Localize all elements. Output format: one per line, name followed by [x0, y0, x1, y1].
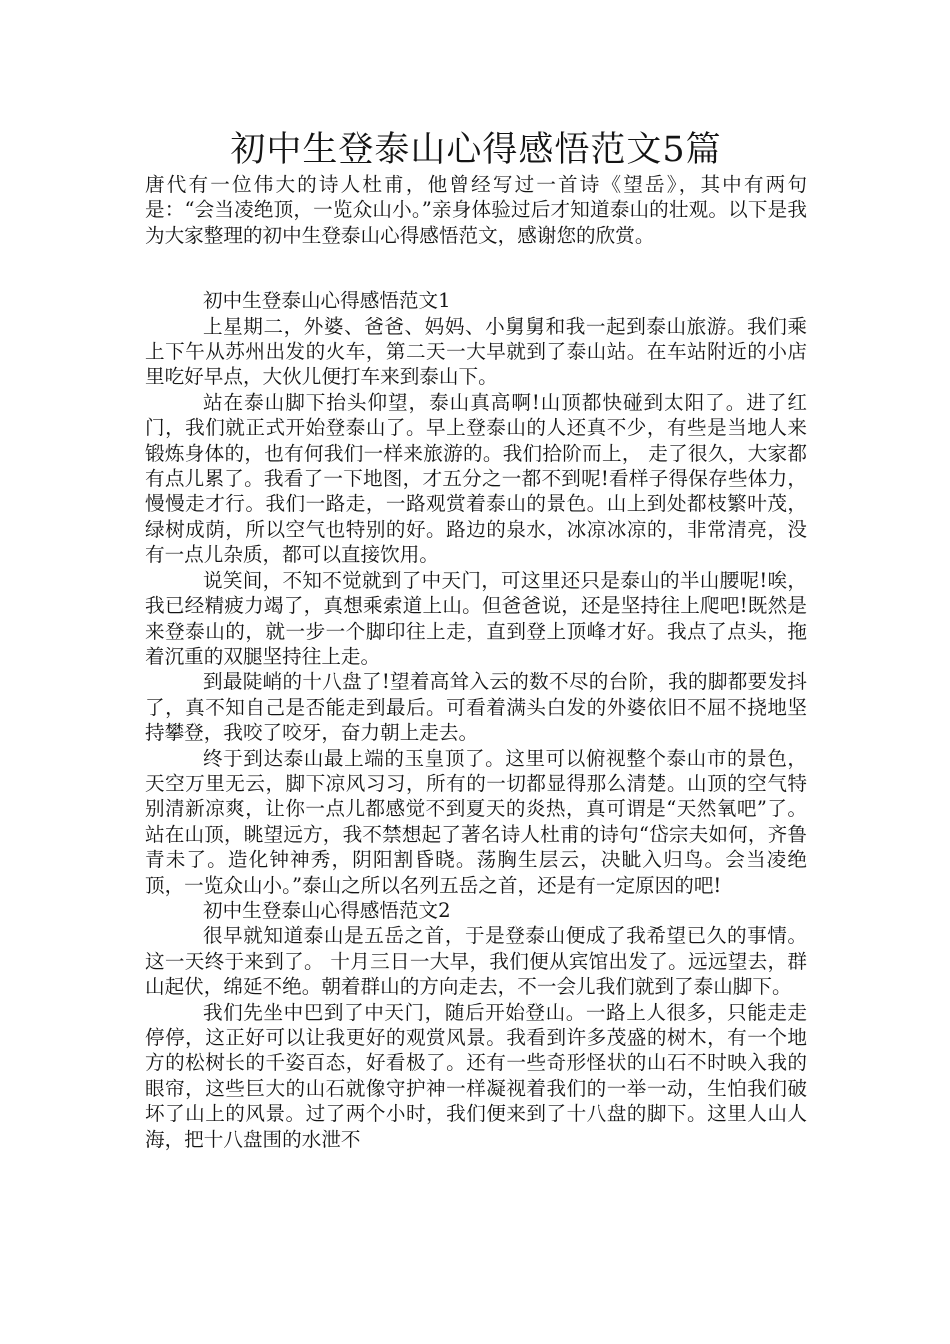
essay-2-paragraph: 很早就知道泰山是五岳之首，于是登泰山便成了我希望已久的事情。这一天终于来到了。 十月三日一大早，我们便从宾馆出发了。远远望去，群山起伏，绵延不绝。朝着群山的方向走去，不一会儿我们就到了泰山脚下。 — [145, 924, 807, 999]
essay-1-paragraph: 上星期二，外婆、爸爸、妈妈、小舅舅和我一起到泰山旅游。我们乘上下午从苏州出发的火车，第二天一大早就到了泰山站。在车站附近的小店里吃好早点，大伙儿便打车来到泰山下。 — [145, 314, 807, 389]
essay-1-paragraph: 站在泰山脚下抬头仰望，泰山真高啊!山顶都快碰到太阳了。进了红门，我们就正式开始登泰山了。早上登泰山的人还真不少，有些是当地人来锻炼身体的，也有何我们一样来旅游的。我们拾阶而上， 走了很久，大家都有点儿累了。我看了一下地图，才五分之一都不到呢!看样子得保存些体力，慢慢走才行。我们一路走，一路观赏着泰山的景色。山上到处都枝繁叶茂，绿树成荫，所以空气也特别的好。路边的泉水，冰凉冰凉的，非常清亮，没有一点儿杂质，都可以直接饮用。 — [145, 390, 807, 567]
essay-1-paragraph: 到最陡峭的十八盘了!望着高耸入云的数不尽的台阶，我的脚都要发抖了，真不知自己是否能走到最后。可看着满头白发的外婆依旧不屈不挠地坚持攀登，我咬了咬牙，奋力朝上走去。 — [145, 670, 807, 745]
document-title: 初中生登泰山心得感悟范文5篇 — [230, 130, 722, 170]
section-gap — [145, 248, 807, 288]
intro-paragraph: 唐代有一位伟大的诗人杜甫，他曾经写过一首诗《望岳》，其中有两句是：“会当凌绝顶，一览众山小。”亲身体验过后才知道泰山的壮观。以下是我为大家整理的初中生登泰山心得感悟范文，感谢您的欣赏。 — [145, 173, 807, 247]
essay-1-paragraph: 终于到达泰山最上端的玉皇顶了。这里可以俯视整个泰山市的景色，天空万里无云，脚下凉风习习，所有的一切都显得那么清楚。山顶的空气特别清新凉爽，让你一点儿都感觉不到夏天的炎热，真可谓是“天然氧吧”了。站在山顶，眺望远方，我不禁想起了著名诗人杜甫的诗句“岱宗夫如何，齐鲁青未了。造化钟神秀，阴阳割昏晓。荡胸生层云，决眦入归鸟。会当凌绝顶，一览众山小。”泰山之所以名列五岳之首，还是有一定原因的吧! — [145, 746, 807, 897]
essay-2-paragraph: 我们先坐中巴到了中天门，随后开始登山。一路上人很多，只能走走停停，这正好可以让我更好的观赏风景。我看到许多茂盛的树木，有一个地方的松树长的千姿百态，好看极了。还有一些奇形怪状的山石不时映入我的眼帘，这些巨大的山石就像守护神一样凝视着我们的一举一动，生怕我们破坏了山上的风景。过了两个小时，我们便来到了十八盘的脚下。这里人山人海，把十八盘围的水泄不 — [145, 1000, 807, 1151]
essay-1-paragraph: 说笑间，不知不觉就到了中天门，可这里还只是泰山的半山腰呢!唉，我已经精疲力竭了，真想乘索道上山。但爸爸说，还是坚持往上爬吧!既然是来登泰山的，就一步一个脚印往上走，直到登上顶峰才好。我点了点头，拖着沉重的双腿坚持往上走。 — [145, 568, 807, 668]
essay-2-heading: 初中生登泰山心得感悟范文2 — [203, 898, 451, 922]
essay-1-heading: 初中生登泰山心得感悟范文1 — [203, 289, 451, 313]
document-page — [145, 128, 807, 1152]
